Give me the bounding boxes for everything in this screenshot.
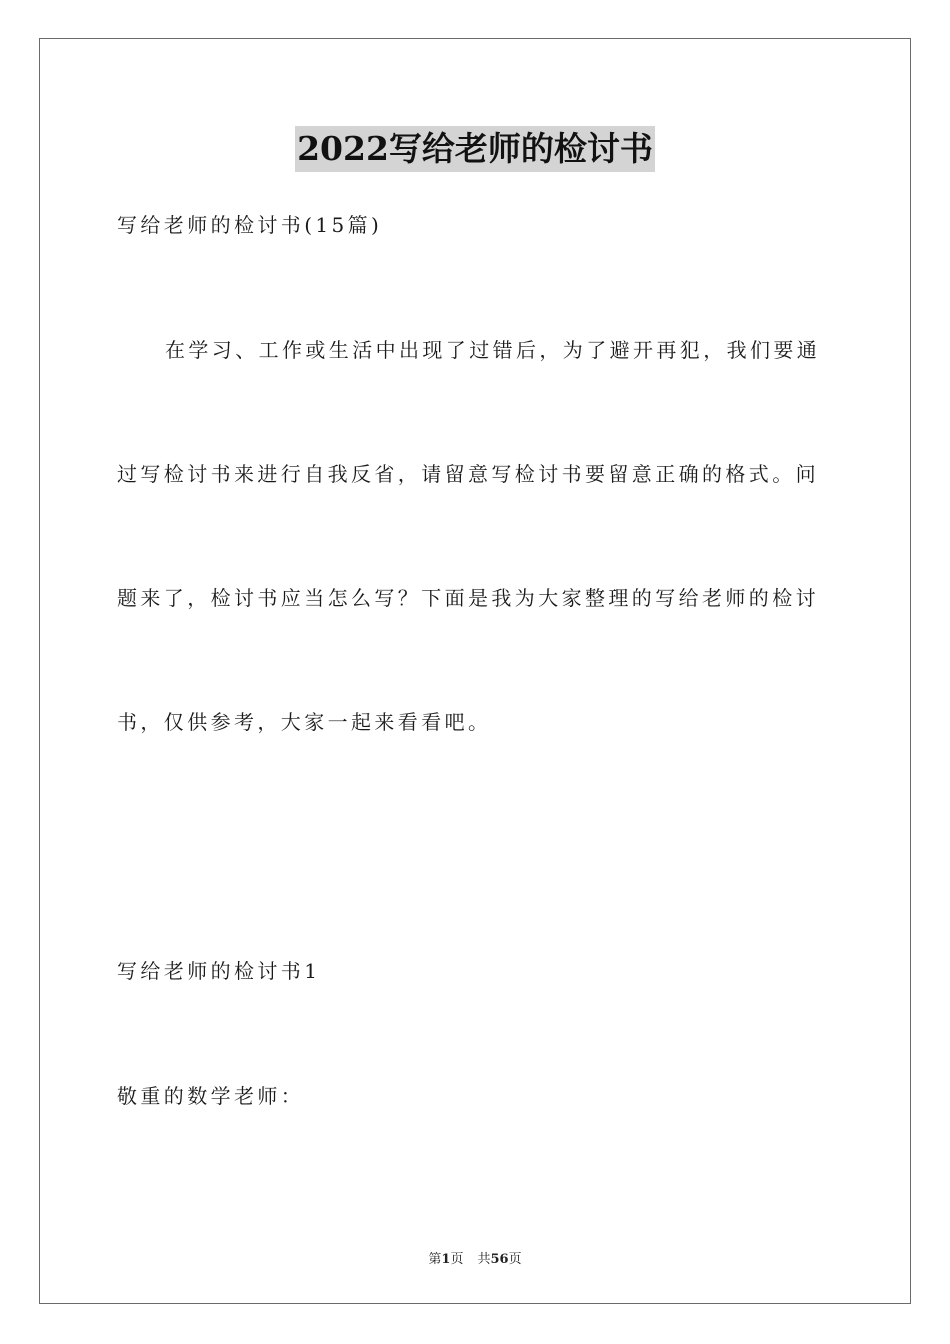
footer-page-number: 1 [441,1252,451,1267]
page-footer [0,1248,950,1267]
document-title-text: 2022写给老师的检讨书 [295,126,655,172]
footer-page-prefix: 第 [428,1252,442,1267]
footer-total-pages: 56 [490,1252,509,1267]
intro-line-1: 在学习、工作或生活中出现了过错后，为了避开再犯，我们要通 [165,338,821,362]
document-subtitle: 写给老师的检讨书(15篇) [117,213,383,237]
salutation: 敬重的数学老师： [117,1084,305,1108]
document-title [0,126,950,172]
intro-line-4: 书，仅供参考，大家一起来看看吧。 [117,710,492,734]
footer-page-suffix: 页 [450,1252,464,1267]
intro-line-3: 题来了，检讨书应当怎么写？下面是我为大家整理的写给老师的检讨 [117,586,819,610]
intro-line-2: 过写检讨书来进行自我反省，请留意写检讨书要留意正确的格式。问 [117,462,819,486]
section-heading: 写给老师的检讨书1 [117,959,321,983]
footer-total-prefix: 共 [477,1252,491,1267]
footer-total-suffix: 页 [508,1252,522,1267]
